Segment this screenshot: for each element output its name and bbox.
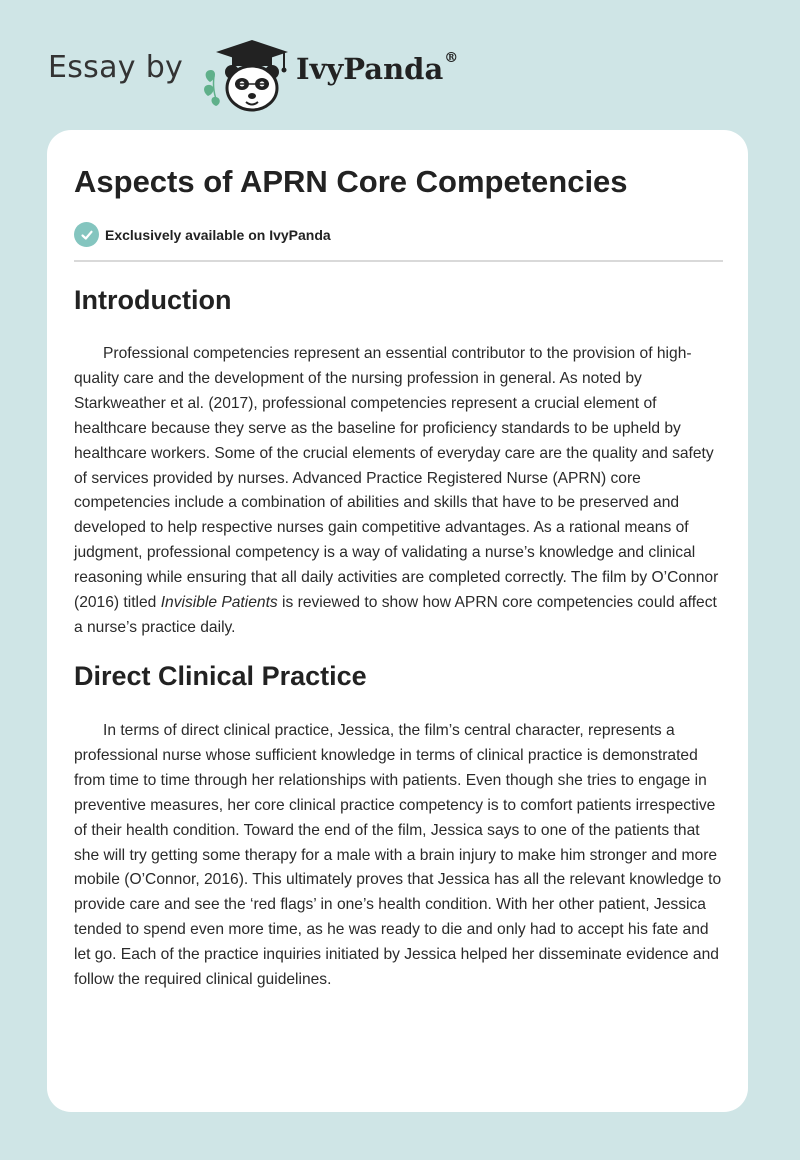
panda-logo-icon[interactable]: [202, 36, 294, 114]
section-heading-direct-clinical-practice: Direct Clinical Practice: [74, 661, 367, 691]
ivy-leaf-icon: [204, 70, 220, 106]
film-title: Invisible Patients: [160, 594, 278, 612]
article-title: Aspects of APRN Core Competencies: [74, 164, 628, 199]
title-divider: [74, 260, 723, 262]
exclusive-badge: [74, 222, 331, 247]
section-paragraph-direct-clinical-practice: In terms of direct clinical practice, Jessica, the film’s central character, represents a professional nurse whose sufficient knowledge in terms of clinical practice is demonstrated from time to time through her relationships with patients. Even though she tries to engage in preventive measures, her core clinical practice competency is to comfort patients irrespective of their health condition. Toward the end of the film, Jessica says to one of the patients that she will try getting some therapy for a male with a brain injury to make him stronger and more mobile (O’Connor, 2016). This ultimately proves that Jessica has all the relevant knowledge to provide care and see the ‘red flags’ in one’s health condition. With her other patient, Jessica tended to spend even more time, as he was ready to die and only had to accept his fate and let go. Each of the practice inquiries initiated by Jessica helped her disseminate evidence and follow the required clinical guidelines.: [74, 722, 722, 989]
exclusive-label: Exclusively available on IvyPanda: [105, 226, 331, 243]
article-card: [47, 130, 748, 1112]
brand-name[interactable]: IvyPanda®: [296, 50, 459, 86]
section-heading-introduction: Introduction: [74, 285, 232, 315]
essay-by-label: Essay by: [48, 50, 184, 85]
section-paragraph-introduction: Professional competencies represent an essential contributor to the provision of high-quality care and the development of the nursing profession in general. As noted by Starkweather et al. (2017), professional competencies represent a crucial element of healthcare because they serve as the baseline for proficiency standards to be upheld by healthcare workers. Some of the crucial elements of everyday care are the quality and safety of services provided by nurses. Advanced Practice Registered Nurse (APRN) core competencies include a combination of abilities and skills that have to be preserved and developed to help respective nurses gain competitive advantages. As a rational means of judgment, professional competency is a way of validating a nurse’s knowledge and clinical reasoning while ensuring that all daily activities are completed correctly. The film by O’Connor (2016) titled Invisible Patients is reviewed to show how APRN core competencies could affect a nurse’s practice daily.: [74, 345, 719, 636]
check-icon: [74, 222, 99, 247]
panda-face-icon: [225, 65, 279, 110]
site-header: [48, 30, 748, 114]
